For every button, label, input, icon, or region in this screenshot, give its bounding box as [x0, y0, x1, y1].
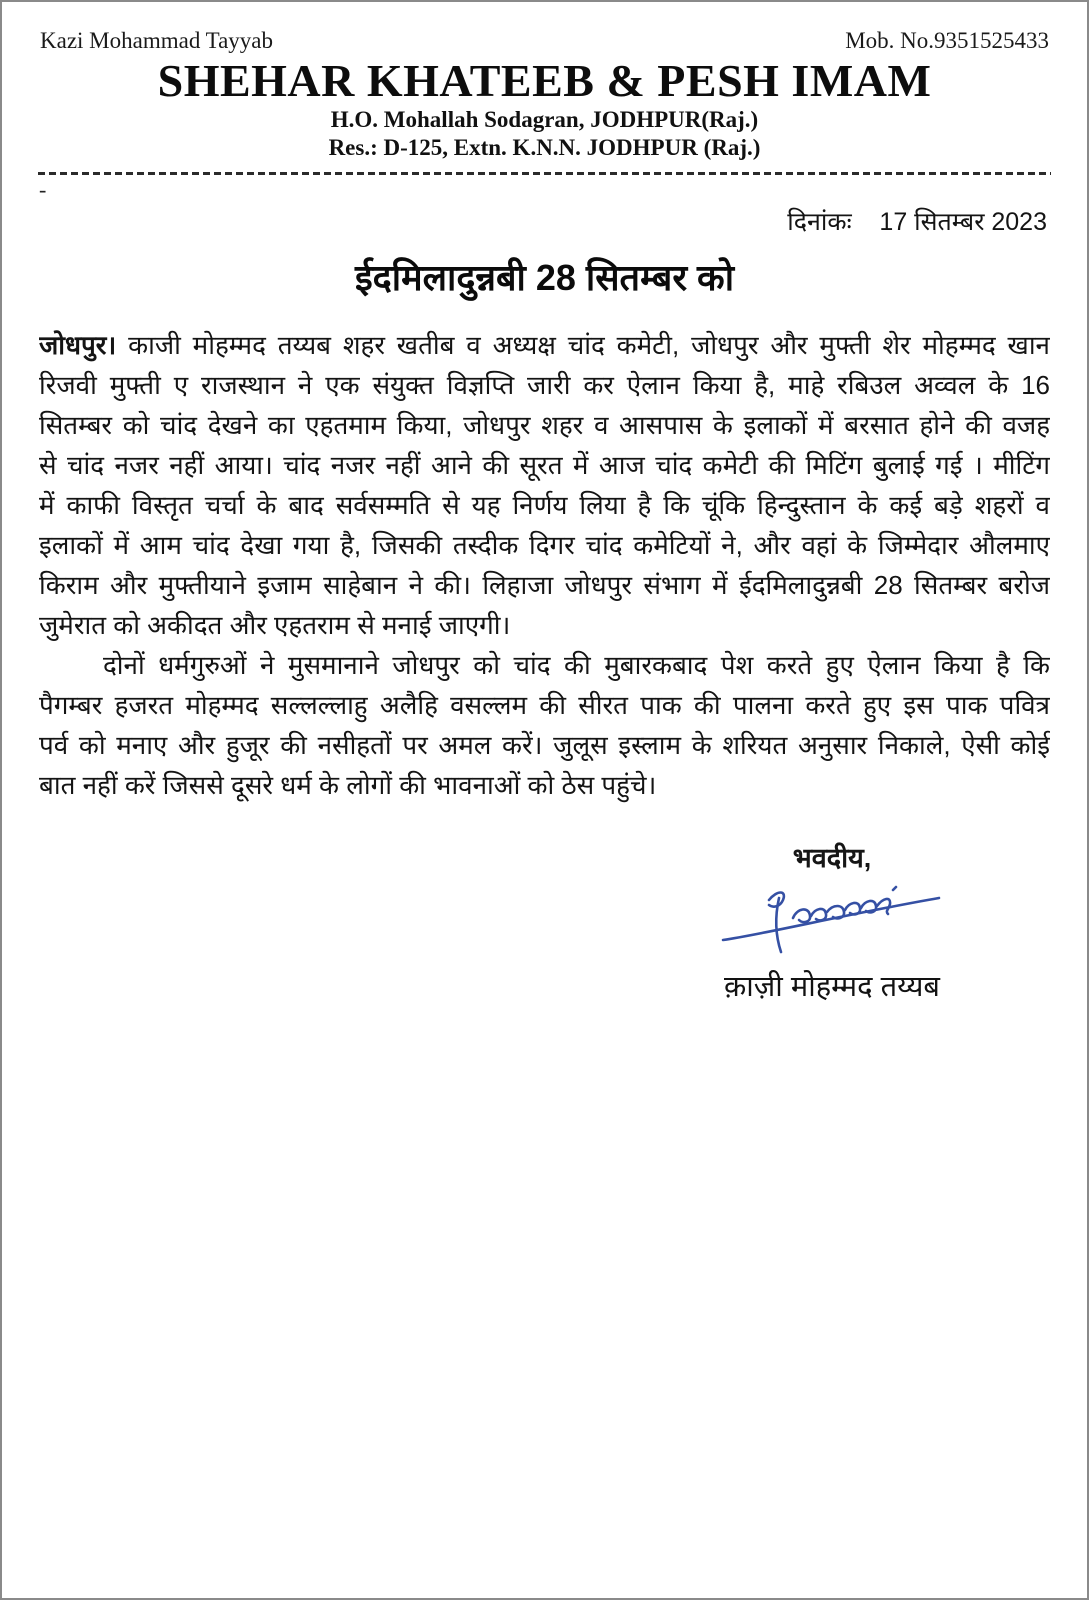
para2-line3: पर्व को मनाए और हुजूर की नसीहतों पर अमल करें। जुलूस इस्लाम के शरियत अनुसार निकाले, ऐसी कोई — [39, 730, 1050, 760]
letter-body — [39, 325, 1050, 805]
para2-line1: दोनों धर्मगुरुओं ने मुसमानाने जोधपुर को चांद की मुबारकबाद पेश करते हुए ऐलान किया है कि — [103, 650, 1050, 680]
dashed-divider — [38, 172, 1051, 175]
para1-line5: में काफी विस्तृत चर्चा के बाद सर्वसम्मति से यह निर्णय लिया है कि चूंकि हिन्दुस्तान के कई बड़े शहरों व — [39, 490, 1050, 520]
dateline-city: जोधपुर। — [39, 330, 117, 360]
signoff-block — [662, 842, 1002, 1004]
para1-line3: सितम्बर को चांद देखने का एहतमाम किया, जोधपुर शहर व आसपास के इलाकों में बरसात होने की वजह — [39, 410, 1050, 440]
para2-line4: बात नहीं करें जिससे दूसरे धर्म के लोगों की भावनाओं को ठेस पहुंचे। — [39, 770, 657, 800]
handwritten-signature — [662, 878, 1002, 956]
para1-line1-rest: काजी मोहम्मद तय्यब शहर खतीब व अध्यक्ष चांद कमेटी, जोधपुर और मुफ्ती शेर मोहम्मद खान — [116, 330, 1050, 360]
para2-line2: पैगम्बर हजरत मोहम्मद सल्लल्लाहु अलैहि वसल्लम की सीरत पाक की पालना करते हुए इस पाक पवित्र — [39, 690, 1050, 720]
para1-line8: जुमेरात को अकीदत और एहतराम से मनाई जाएगी। — [39, 610, 511, 640]
letter-heading: ईदमिलादुन्नबी 28 सितम्बर को — [354, 257, 735, 298]
closing-salutation: भवदीय, — [792, 843, 872, 873]
para1-line7: किराम और मुफ्तीयाने इजाम साहेबान ने की। लिहाजा जोधपुर संभाग में ईदमिलादुन्नबी 28 सितम्बर बरोज — [39, 570, 1050, 600]
organization-title: SHEHAR KHATEEB & PESH IMAM — [157, 55, 932, 106]
residence-address: Res.: D-125, Extn. K.N.N. JODHPUR (Raj.) — [328, 135, 761, 160]
para1-line1 — [39, 325, 1050, 365]
signer-name: क़ाज़ी मोहम्मद तय्यब — [723, 971, 940, 1003]
para1-line2: रिजवी मुफ्ती ए राजस्थान ने एक संयुक्त विज्ञप्ति जारी कर ऐलान किया है, माहे रबिउल अव्वल के 16 — [39, 370, 1050, 400]
date-line: दिनांकः 17 सितम्बर 2023 — [787, 208, 1047, 236]
stray-dash: - — [39, 177, 47, 202]
head-office-address: H.O. Mohallah Sodagran, JODHPUR(Raj.) — [330, 107, 759, 132]
para1-line6: इलाकों में आम चांद देखा गया है, जिसकी तस्दीक दिगर चांद कमेटियों ने, और वहां के जिम्मेदार औलमाए — [39, 530, 1050, 560]
letterhead-top-row — [2, 2, 1087, 54]
mobile-number: Mob. No.9351525433 — [845, 28, 1049, 53]
para1-line4: से चांद नजर नहीं आया। चांद नजर नहीं आने की सूरत में आज चांद कमेटी की मिटिंग बुलाई गई । मीटिंग — [39, 450, 1050, 480]
author-name-top: Kazi Mohammad Tayyab — [40, 28, 274, 53]
signature-ink-icon — [717, 878, 947, 956]
